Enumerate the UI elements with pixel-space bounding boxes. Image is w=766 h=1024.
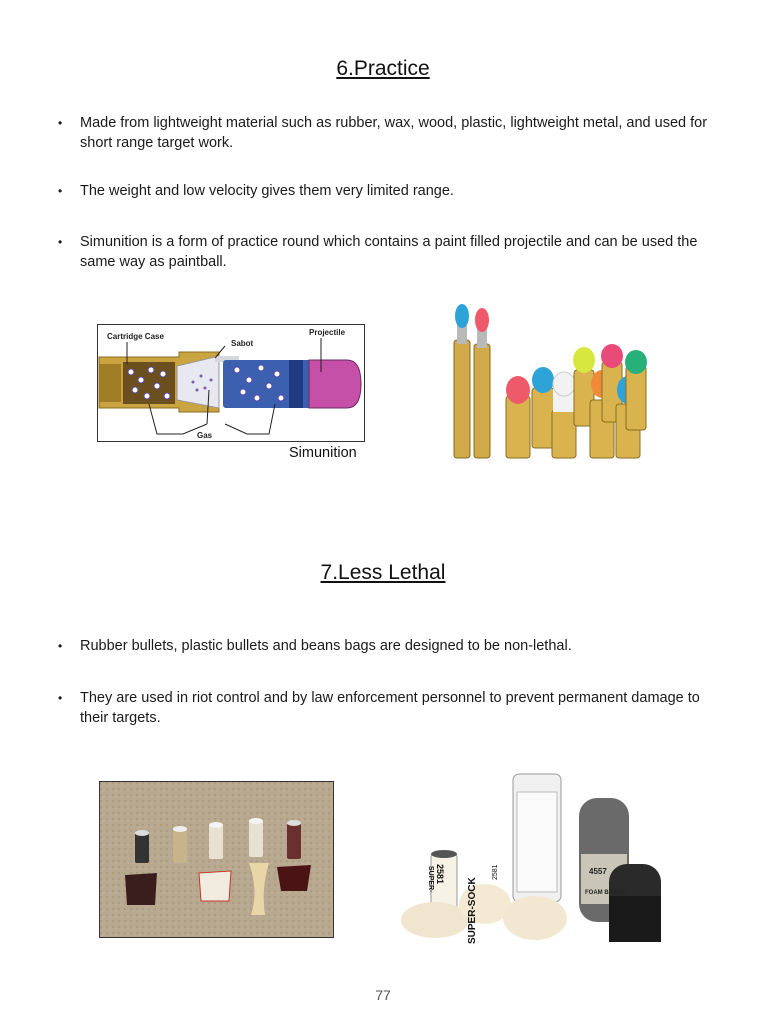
tube-label-code: 2581 xyxy=(492,864,499,880)
tube-label-super-sock: SUPER-SOCK xyxy=(467,877,478,944)
round-label-sub: SUPER- xyxy=(427,866,434,893)
label-cartridge-case: Cartridge Case xyxy=(107,332,164,341)
section-heading-less-lethal: 7.Less Lethal xyxy=(320,561,446,584)
bullet-icon: • xyxy=(58,235,63,249)
section-heading-practice: 6.Practice xyxy=(336,57,430,80)
simunition-rounds-photo xyxy=(440,300,660,465)
simunition-cartridge-diagram xyxy=(97,324,365,442)
list-item: • Rubber bullets, plastic bullets and beans bags are designed to be non-lethal. xyxy=(58,637,708,657)
bullet-icon: • xyxy=(58,639,63,653)
label-sabot: Sabot xyxy=(231,339,254,348)
bullet-icon: • xyxy=(58,184,63,198)
page-number: 77 xyxy=(375,987,391,1003)
grenade-label-code: 4557 xyxy=(589,867,607,876)
list-item: • Made from lightweight material such as rubber, wax, wood, plastic, lightweight metal, and used for short range target work. xyxy=(58,115,708,151)
list-item: • Simunition is a form of practice round which contains a paint filled projectile and can be used the same way as paintball. xyxy=(58,234,698,270)
figure-caption-simunition: Simunition xyxy=(289,445,357,461)
list-item: • The weight and low velocity gives them very limited range. xyxy=(58,182,708,202)
bullet-icon: • xyxy=(58,116,63,130)
list-item: • They are used in riot control and by law enforcement personnel to prevent permanent damage to their targets. xyxy=(58,690,700,726)
grenade-label-text: FOAM BATON xyxy=(585,890,626,896)
label-projectile: Projectile xyxy=(309,328,346,337)
round-label-code: 2581 xyxy=(435,864,445,885)
label-gas: Gas xyxy=(197,431,213,440)
bean-bag-rounds-photo xyxy=(99,781,334,938)
bullet-icon: • xyxy=(58,691,63,705)
super-sock-foam-baton-photo xyxy=(395,768,667,948)
